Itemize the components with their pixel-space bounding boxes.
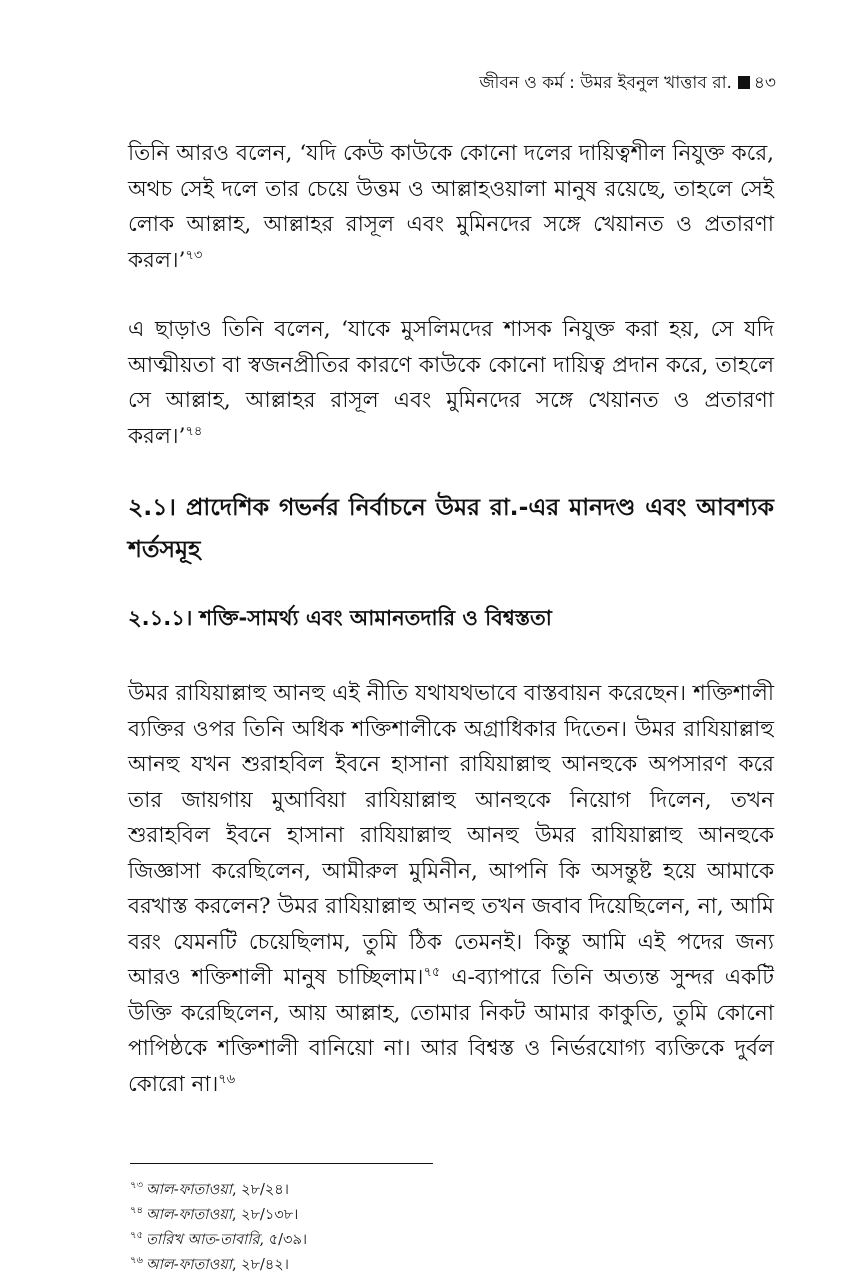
footnote-ref-text: , ৫/৩৯। [259,1232,308,1248]
footnote-ref[interactable]: ৭৫ [423,964,441,980]
footnote-source: আল-ফাতাওয়া [146,1182,232,1198]
footnote-item [130,1203,730,1228]
footnote-number: ৭৫ [130,1230,143,1242]
paragraph-2 [128,312,774,454]
paragraph-text: এ ছাড়াও তিনি বলেন, ‘যাকে মুসলিমদের শাসক নিযুক্ত করা হয়, সে যদি আত্মীয়তা বা স্বজনপ্রীতির কারণে কাউকে কোনো দায়িত্ব প্রদান করে, তাহলে সে আল্লাহ, আল্লাহর রাসূল এবং মুমিনদের সঙ্গে খেয়ানত ও প্রতারণা করল।’ [128,317,774,449]
paragraph-text-continuation: এ-ব্যাপারে তিনি অত্যন্ত সুন্দর একটি উক্তি করেছিলেন, আয় আল্লাহ, তোমার নিকট আমার কাকুতি, তুমি কোনো পাপিষ্ঠকে শক্তিশালী বানিয়ো না। আর বিশ্বস্ত ও নির্ভরযোগ্য ব্যক্তিকে দুর্বল কোরো না। [128,965,774,1097]
paragraph-3 [128,676,774,1102]
footnote-list [130,1178,730,1278]
footnote-ref[interactable]: ৭৪ [185,423,203,439]
footnote-source: আল-ফাতাওয়া [146,1207,232,1223]
subsection-heading: ২.১.১। শক্তি-সামর্থ্য এবং আমানতদারি ও বিশ্বস্ততা [128,606,552,630]
footnote-ref[interactable]: ৭৩ [185,247,203,263]
footnote-ref-text: , ২৮/৪২। [231,1257,289,1273]
footnote-number: ৭৬ [130,1255,144,1267]
footnote-number: ৭৩ [130,1180,144,1192]
footnote-source: আল-ফাতাওয়া [146,1257,232,1273]
running-head [479,70,776,98]
footnote-ref[interactable]: ৭৬ [218,1071,236,1087]
paragraph-text: উমর রাযিয়াল্লাহু আনহু এই নীতি যথাযথভাবে বাস্তবায়ন করেছেন। শক্তিশালী ব্যক্তির ওপর তিনি অধিক শক্তিশালীকে অগ্রাধিকার দিতেন। উমর রাযিয়াল্লাহু আনহু যখন শুরাহবিল ইবনে হাসানা রাযিয়াল্লাহু আনহুকে অপসারণ করে তার জায়গায় মুআবিয়া রাযিয়াল্লাহু আনহুকে নিয়োগ দিলেন, তখন শুরাহবিল ইবনে হাসানা রাযিয়াল্লাহু আনহু উমর রাযিয়াল্লাহু আনহুকে জিজ্ঞাসা করেছিলেন, আমীরুল মুমিনীন, আপনি কি অসন্তুষ্ট হয়ে আমাকে বরখাস্ত করলেন? উমর রাযিয়াল্লাহু আনহু তখন জবাব দিয়েছিলেন, না, আমি বরং যেমনটি চেয়েছিলাম, তুমি ঠিক তেমনই। কিন্তু আমি এই পদের জন্য আরও শক্তিশালী মানুষ চাচ্ছিলাম। [128,681,774,990]
footnote-ref-text: , ২৮/১৩৮। [231,1207,299,1223]
footnote-ref-text: , ২৮/২৪। [231,1182,289,1198]
footnote-divider [130,1163,433,1164]
footnote-item [130,1253,730,1278]
footnote-item [130,1178,730,1203]
footnote-source: তারিখ আত-তাবারি [146,1232,260,1248]
footnote-number: ৭৪ [130,1205,143,1217]
page-number: ৪৩ [753,73,776,93]
square-bullet-icon [738,76,750,89]
paragraph-1 [128,136,774,278]
footnote-item [130,1228,730,1253]
paragraph-text: তিনি আরও বলেন, ‘যদি কেউ কাউকে কোনো দলের দায়িত্বশীল নিযুক্ত করে, অথচ সেই দলে তার চেয়ে উত্তম ও আল্লাহওয়ালা মানুষ রয়েছে, তাহলে সেই লোক আল্লাহ, আল্লাহর রাসূল এবং মুমিনদের সঙ্গে খেয়ানত ও প্রতারণা করল।’ [128,141,774,273]
section-heading: ২.১। প্রাদেশিক গভর্নর নির্বাচনে উমর রা.-এর মানদণ্ড এবং আবশ্যক শর্তসমূহ [128,493,774,563]
running-head-title: জীবন ও কর্ম : উমর ইবনুল খাত্তাব রা. [479,73,732,93]
